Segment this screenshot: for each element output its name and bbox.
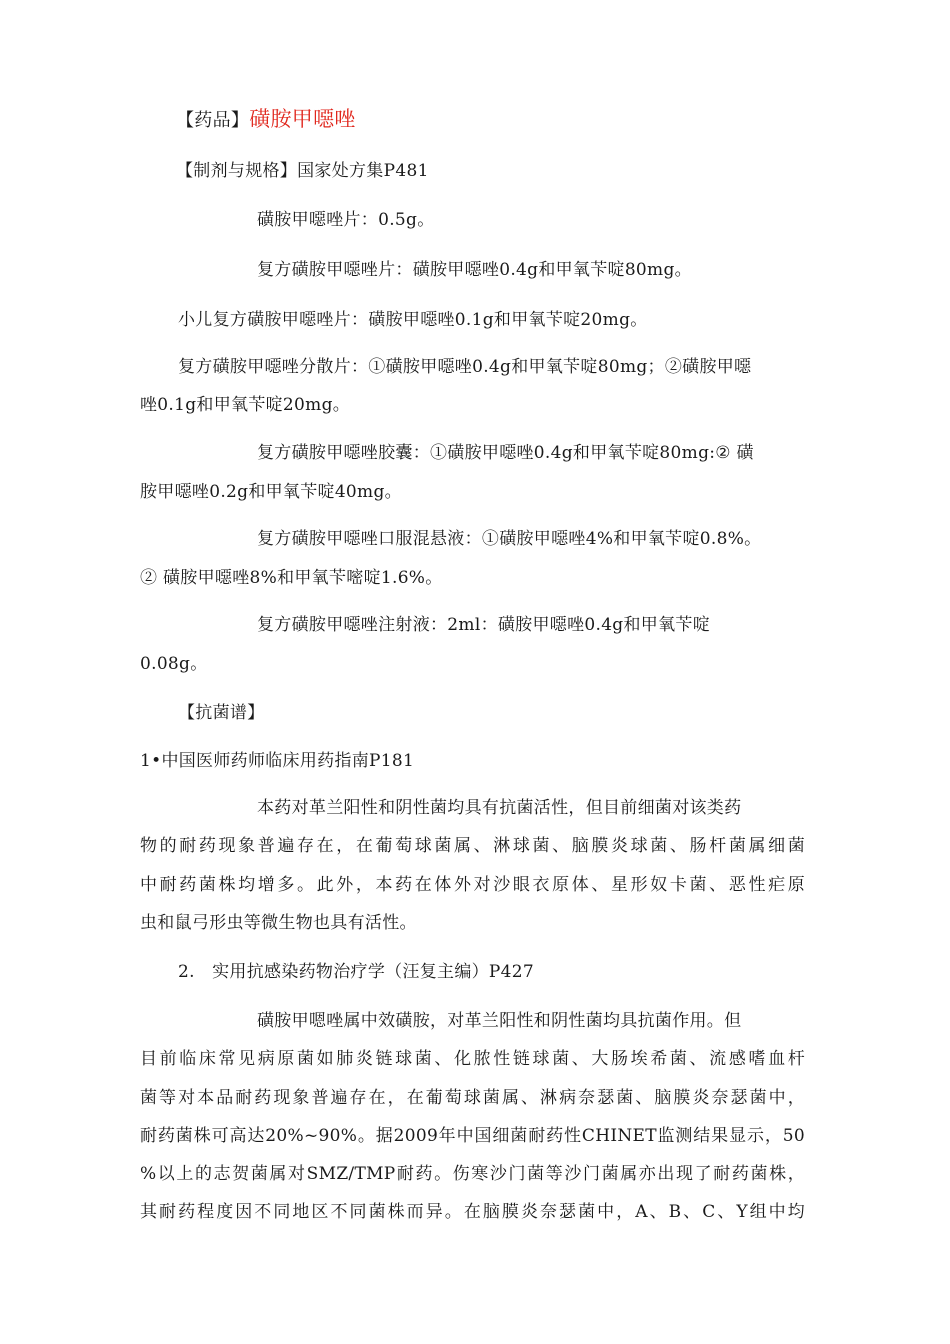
formulation-line: 磺胺甲噁唑片：0.5g。 — [257, 210, 435, 230]
paragraph-2-line: 磺胺甲嗯唑属中效磺胺，对革兰阳性和阴性菌均具抗菌作用。但 — [257, 1011, 742, 1031]
paragraph-1-line: 本药对革兰阳性和阴性菌均具有抗菌活性，但目前细菌对该类药 — [257, 798, 742, 818]
paragraph-1-line: 物的耐药现象普遍存在，在葡萄球菌属、淋球菌、脑膜炎球菌、肠杆菌属细菌 — [140, 836, 805, 856]
reference-2: 2. 实用抗感染药物治疗学（汪复主编）P427 — [178, 962, 535, 982]
paragraph-2-line: %以上的志贺菌属对SMZ/TMP耐药。伤寒沙门菌等沙门菌属亦出现了耐药菌株， — [140, 1164, 805, 1184]
formulation-line: 复方磺胺甲噁唑口服混悬液：①磺胺甲噁唑4%和甲氧苄啶0.8%。 — [257, 529, 762, 549]
formulation-line: 0.08g。 — [140, 654, 208, 674]
formulation-line: ② 磺胺甲噁唑8%和甲氧苄嘧啶1.6%。 — [140, 568, 443, 588]
reference-1: 1•中国医师药师临床用药指南P181 — [140, 751, 415, 771]
drug-name: 磺胺甲噁唑 — [249, 107, 356, 131]
formulation-line: 复方磺胺甲噁唑注射液：2ml：磺胺甲噁唑0.4g和甲氧苄啶 — [257, 615, 710, 635]
paragraph-1-line: 虫和鼠弓形虫等微生物也具有活性。 — [140, 913, 417, 933]
formulation-line: 复方磺胺甲噁唑分散片：①磺胺甲噁唑0.4g和甲氧苄啶80mg；②磺胺甲噁 — [178, 357, 752, 377]
paragraph-1-line: 中耐药菌株均增多。此外，本药在体外对沙眼衣原体、星形奴卡菌、恶性疟原 — [140, 875, 805, 895]
paragraph-2-line: 菌等对本品耐药现象普遍存在，在葡萄球菌属、淋病奈瑟菌、脑膜炎奈瑟菌中， — [140, 1088, 805, 1108]
formulation-heading: 【制剂与规格】国家处方集P481 — [176, 161, 429, 181]
drug-label: 【药品】 — [176, 110, 250, 131]
formulation-line: 小儿复方磺胺甲噁唑片：磺胺甲噁唑0.1g和甲氧苄啶20mg。 — [178, 310, 648, 330]
formulation-line: 复方磺胺甲噁唑片：磺胺甲噁唑0.4g和甲氧苄啶80mg。 — [257, 260, 692, 280]
paragraph-2-line: 目前临床常见病原菌如肺炎链球菌、化脓性链球菌、大肠埃希菌、流感嗜血杆 — [140, 1049, 805, 1069]
drug-heading — [176, 108, 356, 132]
paragraph-2-line: 其耐药程度因不同地区不同菌株而异。在脑膜炎奈瑟菌中，A、B、C、Y组中均 — [140, 1202, 805, 1222]
spectrum-heading: 【抗菌谱】 — [178, 703, 265, 723]
formulation-line: 胺甲噁唑0.2g和甲氧苄啶40mg。 — [140, 482, 402, 502]
paragraph-2-line: 耐药菌株可高达20%~90%。据2009年中国细菌耐药性CHINET监测结果显示，50 — [140, 1126, 805, 1146]
formulation-line: 唑0.1g和甲氧苄啶20mg。 — [140, 395, 351, 415]
formulation-line: 复方磺胺甲噁唑胶囊：①磺胺甲噁唑0.4g和甲氧苄啶80mg:② 磺 — [257, 443, 754, 463]
